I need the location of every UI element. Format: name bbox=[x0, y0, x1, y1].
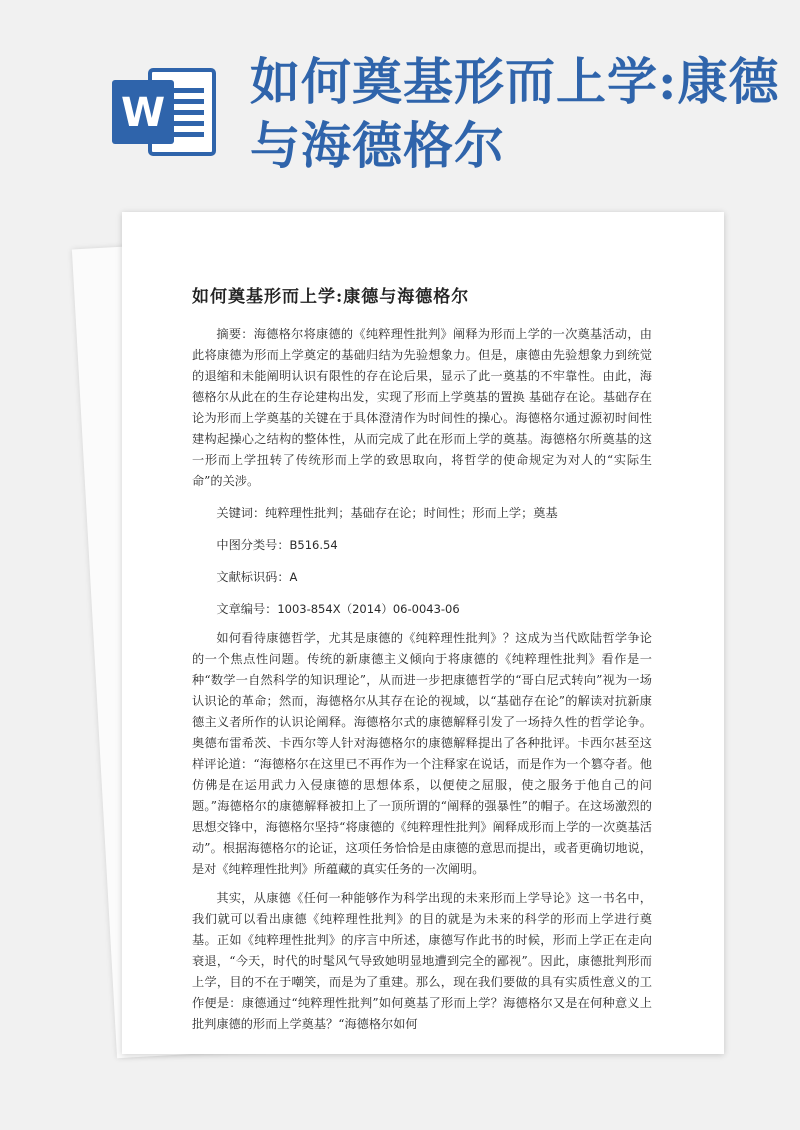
doc-code-label: 文献标识码： bbox=[216, 570, 290, 584]
doc-code-value: A bbox=[289, 570, 298, 584]
body-paragraph-2: 其实，从康德《任何一种能够作为科学出现的未来形而上学导论》这一书名中，我们就可以看出康德《纯粹理性批判》的目的就是为未来的科学的形而上学进行奠基。正如《纯粹理性批判》的序言中所述，康德写作此书的时候，形而上学正在走向衰退，“今天，时代的时髦风气导致她明显地遭到完全的鄙视”。因此，康德批判形而上学，目的不在于嘲笑，而是为了重建。那么，现在我们要做的具有实质性意义的工作便是：康德通过“纯粹理性批判”如何奠基了形而上学？海德格尔又是在何种意义上批判康德的形而上学奠基？“海德格尔如何 bbox=[192, 891, 652, 1031]
document-title: 如何奠基形而上学:康德与海德格尔 bbox=[192, 287, 470, 307]
word-document-icon bbox=[112, 66, 216, 158]
article-number-value: 1003-854X（2014）06-0043-06 bbox=[277, 602, 460, 616]
word-icon-letter: W bbox=[120, 90, 166, 136]
document-body bbox=[192, 324, 652, 1035]
classification-value: B516.54 bbox=[289, 538, 338, 552]
article-number-line bbox=[192, 598, 652, 620]
document-page bbox=[122, 212, 724, 1054]
keywords-value: 纯粹理性批判；基础存在论；时间性；形而上学；奠基 bbox=[265, 506, 558, 520]
page-title: 如何奠基形而上学:康德与海德格尔 bbox=[250, 52, 780, 175]
keywords-label: 关键词： bbox=[216, 506, 266, 520]
abstract-paragraph: 摘要：海德格尔将康德的《纯粹理性批判》阐释为形而上学的一次奠基活动，由此将康德为形而上学奠定的基础归结为先验想象力。但是，康德由先验想象力到统觉的退缩和未能阐明认识有限性的存在论后果，显示了此一奠基的不牢靠性。由此，海德格尔从此在的生存论建构出发，实现了形而上学奠基的置换 基础存在论。基础存在论为形而上学奠基的关键在于具体澄清作为时间性的操心。海德格尔通过源初时间性建构起操心之结构的整体性，从而完成了此在形而上学的奠基。海德格尔所奠基的这一形而上学扭转了传统形而上学的致思取向，将哲学的使命规定为对人的“实际生命”的关涉。 bbox=[192, 327, 652, 488]
classification-label: 中图分类号： bbox=[216, 538, 290, 552]
doc-code-line bbox=[192, 566, 652, 588]
article-number-label: 文章编号： bbox=[216, 602, 278, 616]
keywords-line bbox=[192, 502, 652, 524]
body-paragraph-1: 如何看待康德哲学，尤其是康德的《纯粹理性批判》？这成为当代欧陆哲学争论的一个焦点性问题。传统的新康德主义倾向于将康德的《纯粹理性批判》看作是一种“数学一自然科学的知识理论”，从而进一步把康德哲学的“哥白尼式转向”视为一场认识论的革命；然而，海德格尔从其存在论的视域，以“基础存在论”的解读对抗新康德主义者所作的认识论阐释。海德格尔式的康德解释引发了一场持久性的哲学论争。奥德布雷希茨、卡西尔等人针对海德格尔的康德解释提出了各种批评。卡西尔甚至这样评论道：“海德格尔在这里已不再作为一个注释家在说话，而是作为一个篡夺者。他仿佛是在运用武力入侵康德的思想体系，以便使之屈服，使之服务于他自己的问题。”海德格尔的康德解释被扣上了一顶所谓的“阐释的强暴性”的帽子。在这场激烈的思想交锋中，海德格尔坚持“将康德的《纯粹理性批判》阐释成形而上学的一次奠基活动”。根据海德格尔的论证，这项任务恰恰是由康德的意思而提出，或者更确切地说，是对《纯粹理性批判》所蕴藏的真实任务的一次阐明。 bbox=[192, 631, 652, 876]
header-banner bbox=[0, 0, 800, 200]
classification-line bbox=[192, 534, 652, 556]
